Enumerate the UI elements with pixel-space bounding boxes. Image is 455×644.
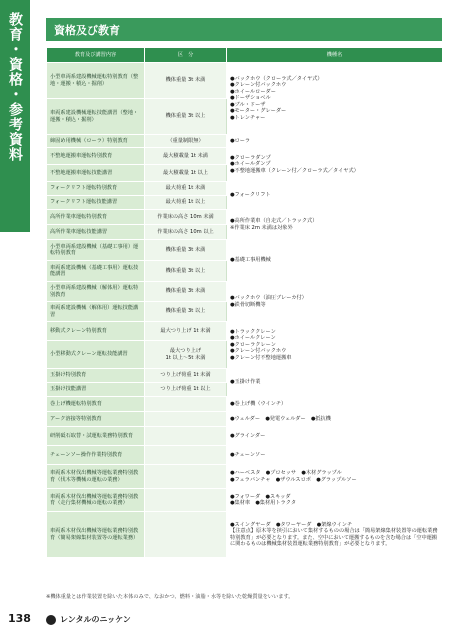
course-cell: 小型車両系建設機械（解体用）運転特別教育 xyxy=(47,282,145,302)
table-row xyxy=(47,489,443,512)
table-row xyxy=(47,63,443,99)
machine-cell: ●ウェルダー ●発電ウェルダー ●抵抗機 xyxy=(227,412,443,427)
machine-cell: ●玉掛け作業 xyxy=(227,369,443,397)
machine-cell: ●巻上げ機（ウインチ） xyxy=(227,397,443,412)
table-row xyxy=(47,397,443,412)
category-cell: つり上げ荷重 1t 未満 xyxy=(145,369,227,383)
category-cell xyxy=(145,427,227,446)
course-cell: 小型車両系建設機械運転特別教育（整地・運搬・積込・掘削） xyxy=(47,63,145,99)
machine-cell: ●基礎工事用機械 xyxy=(227,240,443,282)
course-cell: 小型移動式クレーン運転技能講習 xyxy=(47,341,145,369)
machine-cell: ●バックホウ（油圧ブレーカ付） ●鉄骨切断機等 xyxy=(227,282,443,322)
machine-cell: ●ハーベスタ ●プロセッサ ●木材グラップル ●フェラバンチャ ●ザウルスロボ ●グラップルソー xyxy=(227,465,443,489)
brand-mark-icon xyxy=(46,615,56,625)
category-cell: 機体重量 3t 以上 xyxy=(145,99,227,135)
category-cell: 機体重量 3t 未満 xyxy=(145,282,227,302)
machine-cell: ●フォワーダ ●スキッダ ●集材車 ●集材用トラクタ xyxy=(227,489,443,512)
side-section-label: 教育・資格・参考資料 xyxy=(7,12,23,162)
category-cell: 機体重量 3t 未満 xyxy=(145,240,227,261)
course-cell: 玉掛け特別教育 xyxy=(47,369,145,383)
table-header-row xyxy=(47,48,443,63)
table-row xyxy=(47,135,443,148)
course-cell: 研削砥石取替・試運転業務特別教育 xyxy=(47,427,145,446)
machine-cell: ●ローラ xyxy=(227,135,443,148)
column-header-category: 区 分 xyxy=(145,48,227,63)
machine-cell: ●トラッククレーン ●ホイールクレーン ●クローラクレーン ●クレーン付バックホウ ●クレーン付不整地運搬車 xyxy=(227,322,443,369)
course-cell: チェーンソー操作作業特別教育 xyxy=(47,446,145,465)
category-cell: 機体重量 3t 以上 xyxy=(145,302,227,322)
course-cell: 不整地運搬車運転技能講習 xyxy=(47,165,145,182)
course-cell: 高所作業車運転特別教育 xyxy=(47,210,145,225)
table-row xyxy=(47,322,443,341)
category-cell: （重量制限無） xyxy=(145,135,227,148)
page-number: 138 xyxy=(8,612,31,625)
category-cell xyxy=(145,465,227,489)
machine-cell: ●チェーンソー xyxy=(227,446,443,465)
category-cell xyxy=(145,512,227,558)
table-row xyxy=(47,412,443,427)
course-cell: フォークリフト運転技能講習 xyxy=(47,196,145,210)
course-cell: 不整地運搬車運転特別教育 xyxy=(47,148,145,165)
table-row xyxy=(47,210,443,225)
machine-cell: ●クローラダンプ ●ホイールダンプ ●不整地運搬車（クレーン付／クローラ式／タイヤ式） xyxy=(227,148,443,182)
category-cell: 作業床の高さ 10m 以上 xyxy=(145,225,227,240)
course-cell: 車両系建設機械運転技能講習（整地・運搬・積込・掘削） xyxy=(47,99,145,135)
column-header-course: 教育及び講習内容 xyxy=(47,48,145,63)
category-cell xyxy=(145,412,227,427)
machine-cell: ●グラインダー xyxy=(227,427,443,446)
course-cell: 移動式クレーン特別教育 xyxy=(47,322,145,341)
category-cell: 機体重量 3t 未満 xyxy=(145,63,227,99)
course-cell: フォークリフト運転特別教育 xyxy=(47,182,145,196)
machine-cell: ●スイングヤーダ ●タワーヤーダ ●架線ウインチ 【注意点】原木等を挟引において集材するものの場合は「簡易架線集材装置等の運転業務特別教育」が必要となります。また、空中において運搬するものを含む場合は「空中運搬に関わるものは機械集材装置運転業務特別教育」が必要となります。 xyxy=(227,512,443,558)
course-cell: 車両系木材伐出機械等運転業務特別教育（走行集材機械の運転の業務） xyxy=(47,489,145,512)
course-cell: 玉掛け技能講習 xyxy=(47,383,145,397)
table-row xyxy=(47,446,443,465)
brand-name: レンタルのニッケン xyxy=(60,615,131,624)
course-cell: 小型車両系建設機械（基礎工事用）運転特別教育 xyxy=(47,240,145,261)
category-cell: 最大荷重 1t 未満 xyxy=(145,182,227,196)
course-cell: 高所作業車運転技能講習 xyxy=(47,225,145,240)
course-cell: 巻上げ機運転特別教育 xyxy=(47,397,145,412)
machine-cell: ●フォークリフト xyxy=(227,182,443,210)
machine-cell: ●バックホウ（クローラ式／タイヤ式） ●クレーン付バックホウ ●ホイールローダー ●ドーザショベル ●ブル・ドーザ ●モーター・グレーダー ●トレンチャー xyxy=(227,63,443,135)
qualification-table xyxy=(46,47,443,558)
category-cell: つり上げ荷重 1t 以上 xyxy=(145,383,227,397)
table-row xyxy=(47,282,443,302)
table-row xyxy=(47,369,443,383)
table-row xyxy=(47,240,443,261)
machine-cell: ●高所作業車（自走式／トラック式） ※作業床 2m 未満は対象外 xyxy=(227,210,443,240)
course-cell: 車両系木材伐出機械等運転業務特別教育（伐木等機械の運転の業務） xyxy=(47,465,145,489)
course-cell: 車両系建設機械（解体用）運転技能講習 xyxy=(47,302,145,322)
category-cell: 最大つり上げ 1t 以上〜5t 未満 xyxy=(145,341,227,369)
category-cell: 最大積載量 1t 以上 xyxy=(145,165,227,182)
category-cell: 最大つり上げ 1t 未満 xyxy=(145,322,227,341)
category-cell xyxy=(145,446,227,465)
course-cell: 車両系木材伐出機械等運転業務特別教育（簡易架線集材装置等の運転業務） xyxy=(47,512,145,558)
course-cell: 締固め用機械（ローラ）特別教育 xyxy=(47,135,145,148)
table-row xyxy=(47,465,443,489)
side-section-tab xyxy=(0,0,30,232)
category-cell: 作業床の高さ 10m 未満 xyxy=(145,210,227,225)
course-cell: 車両系建設機械（基礎工事用）運転技能講習 xyxy=(47,261,145,282)
category-cell xyxy=(145,397,227,412)
category-cell xyxy=(145,489,227,512)
footnote: ※機体重量とは作業装置を除いた本体のみで、なおかつ、燃料・油脂・水等を除いた乾燥質量をいいます。 xyxy=(46,594,294,600)
table-row xyxy=(47,427,443,446)
table-row xyxy=(47,512,443,558)
category-cell: 最大荷重 1t 以上 xyxy=(145,196,227,210)
column-header-machine: 機種名 xyxy=(227,48,443,63)
table-row xyxy=(47,148,443,165)
section-title: 資格及び教育 xyxy=(54,23,120,37)
table-row xyxy=(47,182,443,196)
brand-logo xyxy=(46,614,131,625)
section-header xyxy=(46,18,442,41)
course-cell: アーク溶接等特別教育 xyxy=(47,412,145,427)
category-cell: 機体重量 3t 以上 xyxy=(145,261,227,282)
category-cell: 最大積載量 1t 未満 xyxy=(145,148,227,165)
